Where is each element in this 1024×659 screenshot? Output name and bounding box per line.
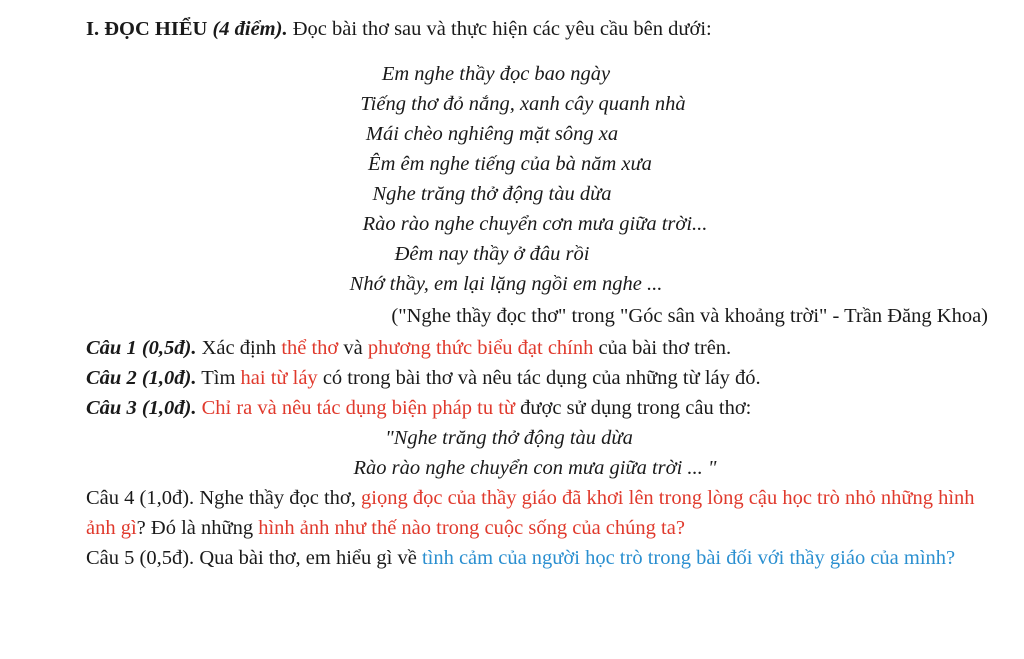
question-2-label: Câu 2 (1,0đ).	[86, 367, 197, 389]
poem-body	[86, 59, 990, 299]
poem-line: Nghe trăng thở động tàu dừa	[372, 183, 612, 205]
question-2-text: Tìm hai từ láy có trong bài thơ và nêu tác dụng của những từ láy đó.	[196, 367, 761, 389]
question-5-text: Qua bài thơ, em hiểu gì về tình cảm của người học trò trong bài đối với thầy giáo của mình?	[194, 547, 956, 569]
question-1-label: Câu 1 (0,5đ).	[86, 337, 197, 359]
section-instruction: Đọc bài thơ sau và thực hiện các yêu cầu bên dưới:	[292, 18, 712, 40]
section-heading	[86, 14, 990, 45]
poem-line: Đêm nay thầy ở đâu rồi	[394, 243, 590, 265]
poem-line: Êm êm nghe tiếng của bà năm xưa	[368, 153, 652, 175]
question-3-quote-line: Rào rào nghe chuyển con mưa giữa trời ... "	[353, 457, 717, 479]
question-1-text: Xác định thể thơ và phương thức biểu đạt chính của bài thơ trên.	[196, 337, 732, 359]
question-4-text: Nghe thầy đọc thơ, giọng đọc của thầy giáo đã khơi lên trong lòng cậu học trò nhỏ những hình ảnh gì? Đó là những hình ảnh như thế nào trong cuộc sống của chúng ta?	[86, 487, 975, 539]
poem-line: Nhớ thầy, em lại lặng ngồi em nghe ...	[349, 273, 663, 295]
poem-line: Mái chèo nghiêng mặt sông xa	[365, 123, 619, 145]
poem-line: Rào rào nghe chuyển cơn mưa giữa trời...	[362, 213, 708, 235]
poem-source: ("Nghe thầy đọc thơ" trong "Góc sân và khoảng trời" - Trần Đăng Khoa)	[391, 305, 988, 327]
question-3-quote-line: "Nghe trăng thở động tàu dừa	[385, 427, 633, 449]
question-1	[86, 333, 990, 363]
question-5-label: Câu 5 (0,5đ).	[86, 547, 195, 569]
poem-line: Tiếng thơ đỏ nắng, xanh cây quanh nhà	[360, 93, 686, 115]
question-4-label: Câu 4 (1,0đ).	[86, 487, 195, 509]
poem-line: Em nghe thầy đọc bao ngày	[381, 63, 611, 85]
question-5	[86, 543, 990, 573]
question-3	[86, 393, 990, 423]
section-title: I. ĐỌC HIỂU	[86, 18, 208, 40]
question-2	[86, 363, 990, 393]
section-points: (4 điểm).	[212, 18, 288, 40]
question-4	[86, 483, 990, 543]
question-3-label: Câu 3 (1,0đ).	[86, 397, 197, 419]
question-3-text: Chỉ ra và nêu tác dụng biện pháp tu từ được sử dụng trong câu thơ:	[201, 397, 752, 419]
